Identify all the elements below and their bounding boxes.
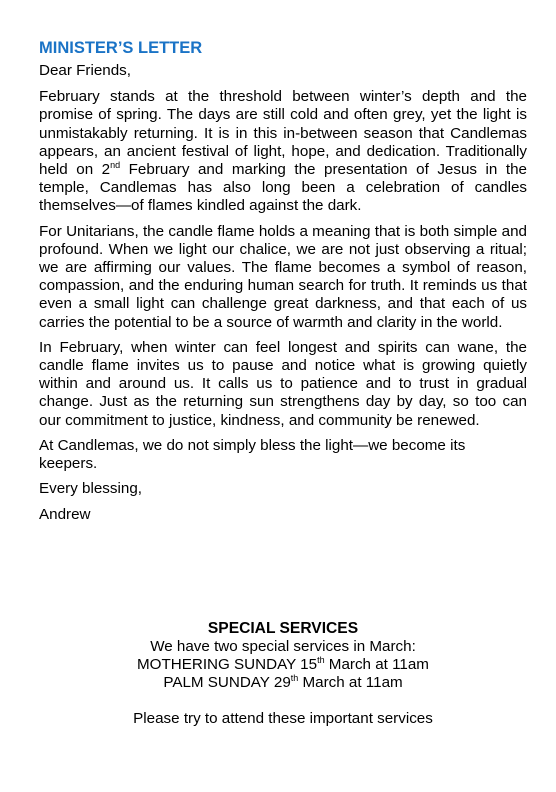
letter-paragraph-2: For Unitarians, the candle flame holds a meaning that is both simple and profound. When we light our chalice, we are not just observing a ritual; we are affirming our values. The flame becomes a symbol of reason, compassion, and the enduring human search for truth. It reminds us that even a small light can challenge great darkness, and that each of us carries the potential to be a source of warmth and clarity in the world. xyxy=(39,222,527,331)
letter-signature: Andrew xyxy=(39,506,91,524)
services-heading: SPECIAL SERVICES xyxy=(207,620,359,637)
letter-paragraph-4: At Candlemas, we do not simply bless the light—we become its keepers. xyxy=(39,436,466,473)
ordinal-suffix: nd xyxy=(110,160,121,171)
palm-ordinal: th xyxy=(290,673,299,683)
palm-sunday-line xyxy=(39,674,527,692)
palm-sunday-text-a: PALM SUNDAY 29 xyxy=(163,674,291,691)
mothering-sunday-text-b: March at 11am xyxy=(324,656,429,673)
letter-closing: Every blessing, xyxy=(39,480,142,498)
palm-sunday-text-b: March at 11am xyxy=(298,674,403,691)
services-intro: We have two special services in March: xyxy=(150,638,416,655)
spacer xyxy=(39,692,527,710)
letter-greeting: Dear Friends, xyxy=(39,62,132,79)
mothering-ordinal: th xyxy=(317,655,325,665)
letter-paragraph-1 xyxy=(39,88,527,215)
mothering-sunday-text-a: MOTHERING SUNDAY 15 xyxy=(137,656,318,673)
paragraph-1-text-b: February and marking the presentation of Jesus in the temple, Candlemas has also long been a celebration of candles themselves—of flames kindled against the dark. xyxy=(39,161,527,215)
mothering-sunday-line xyxy=(39,656,527,674)
paragraph-1-text-a: February stands at the threshold between winter’s depth and the promise of spring. The days are still cold and often grey, yet the light is unmistakably returning. It is in this in-between season that Candlemas appears, an ancient festival of light, hope, and dedication. Traditionally held on 2 xyxy=(39,88,527,179)
letter-paragraph-3: In February, when winter can feel longest and spirits can wane, the candle flame invites us to pause and notice what is growing quietly within and around us. It calls us to patience and to trust in gradual change. Just as the returning sun strengthens day by day, so too can our commitment to justice, kindness, and community be renewed. xyxy=(39,338,527,429)
letter-title: MINISTER’S LETTER xyxy=(39,39,203,57)
special-services-section xyxy=(39,620,527,728)
ministers-letter xyxy=(39,38,527,532)
services-note: Please try to attend these important services xyxy=(133,710,433,727)
